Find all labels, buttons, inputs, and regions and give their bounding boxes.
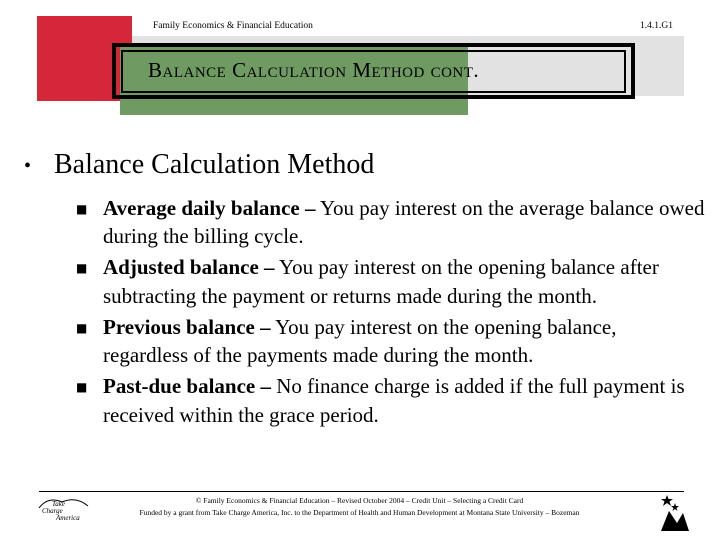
slide-content [20, 148, 705, 432]
item-term: Average daily balance – [103, 195, 316, 220]
item-description: You pay interest on the opening balance after subtracting the payment or returns made during the month. [103, 255, 659, 308]
svg-text:Take: Take [52, 500, 65, 508]
montana-state-logo-icon [655, 493, 691, 535]
footer [92, 495, 627, 519]
item-description: No finance charge is added if the full payment is received within the grace period. [103, 374, 685, 427]
square-bullet-icon: ■ [76, 380, 88, 395]
item-description: You pay interest on the opening balance, regardless of the payments made during the month. [103, 314, 617, 368]
header-code: 1.4.1.G1 [640, 21, 673, 31]
take-charge-america-logo [36, 494, 92, 522]
bullet-dot: • [24, 155, 32, 177]
item-term: Past-due balance – [103, 374, 271, 399]
header-organization: Family Economics & Financial Education [153, 21, 313, 31]
list-item [76, 194, 706, 252]
main-bullet-text: Balance Calculation Method [54, 149, 375, 180]
square-bullet-icon: ■ [76, 201, 88, 216]
svg-text:Charge: Charge [42, 507, 63, 515]
list-item [76, 253, 706, 311]
item-term: Previous balance – [103, 314, 271, 339]
item-term: Adjusted balance – [103, 255, 275, 280]
main-bullet [20, 148, 700, 182]
square-bullet-icon: ■ [76, 320, 88, 335]
square-bullet-icon: ■ [76, 261, 88, 276]
footer-divider [39, 491, 684, 492]
footer-line-1: © Family Economics & Financial Education – Revised October 2004 – Credit Unit – Selecting a Credit Card [195, 496, 524, 505]
slide-title: Balance Calculation Method cont. [148, 58, 480, 82]
list-item [76, 313, 706, 371]
svg-text:America: America [56, 514, 80, 522]
list-item [76, 372, 706, 430]
footer-line-2: Funded by a grant from Take Charge America, Inc. to the Department of Health and Human Development at Montana State University – Bozeman [139, 508, 580, 517]
item-description: You pay interest on the average balance owed during the billing cycle. [103, 195, 705, 249]
